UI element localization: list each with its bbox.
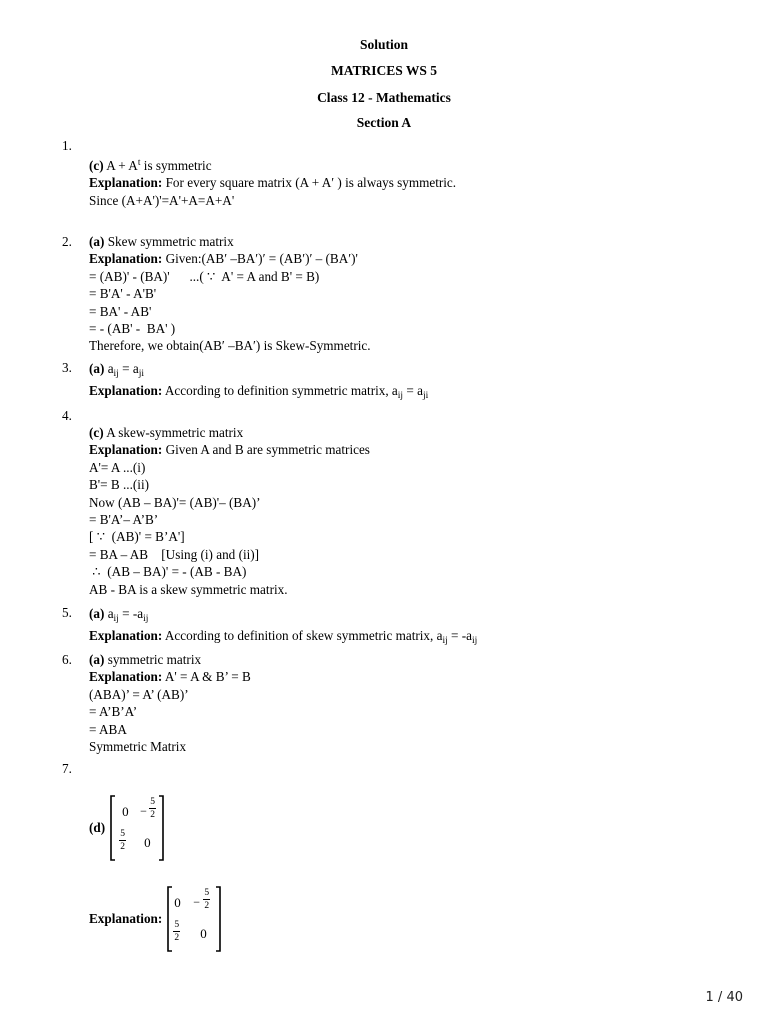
question-number: 4.: [62, 408, 72, 423]
explanation-sub: ij: [472, 636, 478, 646]
question-number: 6.: [62, 652, 72, 667]
answer-text: = -a: [118, 606, 144, 621]
answer-matrix: [109, 795, 165, 861]
fraction-bar: [119, 840, 126, 841]
answer-sub: ij: [113, 614, 119, 624]
explanation-sub: ji: [422, 391, 429, 401]
working-line: (ABA)’ = A’ (AB)’: [89, 686, 189, 702]
working-line: Since (A+A')'=A'+A=A+A': [89, 192, 235, 208]
answer-text: A + A: [103, 158, 138, 173]
working-line: = - (AB' - BA' ): [89, 320, 176, 336]
working-line: = (AB)' - (BA)' ...( ∵ A' = A and B' = B): [89, 268, 320, 284]
fraction-numerator: 5: [204, 888, 210, 898]
matrix-cell: 0: [144, 835, 151, 850]
answer-label: (c): [89, 425, 104, 440]
matrix-fraction: [149, 797, 156, 820]
question-2: [89, 233, 729, 355]
answer-label: (a): [89, 361, 105, 376]
answer-sub: ji: [138, 369, 144, 379]
explanation-matrix: [166, 886, 222, 952]
matrix-fraction: [119, 829, 126, 852]
working-line: = BA – AB [Using (i) and (ii)]: [89, 546, 260, 562]
question-number: 3.: [62, 360, 72, 375]
explanation-text: Given A and B are symmetric matrices: [162, 442, 370, 458]
question-6: [89, 651, 729, 755]
fraction-bar: [203, 899, 210, 900]
answer-label: (a): [89, 606, 105, 621]
explanation-label: Explanation:: [89, 669, 163, 685]
fraction-numerator: 5: [174, 920, 180, 930]
question-number: 2.: [62, 234, 72, 249]
answer-sup: t: [137, 158, 141, 168]
answer-sub: ij: [113, 369, 119, 379]
explanation-text: Given:(AB′ –BA′)′ = (AB′)′ – (BA′)': [162, 251, 358, 267]
answer-text: A skew-symmetric matrix: [103, 425, 244, 440]
answer-label: (c): [89, 158, 104, 173]
question-number: 7.: [62, 761, 72, 776]
explanation-sub: ij: [442, 636, 448, 646]
matrix-cell: 0: [174, 895, 181, 910]
matrix-fraction: [173, 920, 180, 943]
explanation-line: [89, 626, 729, 645]
answer-label: (d): [89, 820, 106, 835]
explanation-line: [89, 441, 729, 458]
header-subtitle: MATRICES WS 5: [330, 63, 438, 78]
answer-text: Skew symmetric matrix: [104, 234, 234, 249]
question-1: [89, 157, 729, 209]
answer-text-post: is symmetric: [140, 158, 212, 173]
working-line: AB - BA is a skew symmetric matrix.: [89, 581, 288, 597]
explanation-line: [89, 250, 729, 267]
question-number: 1.: [62, 138, 72, 153]
fraction-denominator: 2: [174, 933, 180, 943]
explanation-line: [89, 174, 729, 191]
header-class: Class 12 - Mathematics: [317, 90, 451, 105]
matrix-minus: −: [140, 804, 147, 818]
answer-sub: ij: [143, 614, 149, 624]
header-section: Section A: [356, 115, 412, 130]
answer-label: (a): [89, 234, 105, 249]
working-line: [ ∵ (AB)' = B’A']: [89, 529, 185, 545]
fraction-bar: [173, 931, 180, 932]
page-number: 1 / 40: [705, 990, 743, 1005]
matrix-fraction: [203, 888, 210, 911]
explanation-label: Explanation:: [89, 442, 163, 458]
question-3: [89, 359, 729, 400]
question-4: [89, 424, 729, 598]
answer-text: = a: [118, 361, 139, 376]
answer-line: [89, 424, 729, 441]
answer-text: a: [104, 606, 114, 621]
fraction-denominator: 2: [150, 810, 155, 820]
fraction-numerator: 5: [150, 797, 155, 807]
question-number: 5.: [62, 605, 72, 620]
answer-line: [89, 651, 729, 668]
header-title: Solution: [359, 37, 409, 52]
explanation-text: According to definition of skew symmetric matrix, a: [162, 628, 443, 643]
explanation-label: Explanation:: [89, 911, 163, 926]
explanation-label: Explanation:: [89, 251, 163, 267]
explanation-matrix-row: [89, 886, 222, 952]
matrix-brackets: [109, 795, 165, 861]
explanation-text: For every square matrix (A + A′ ) is always symmetric.: [162, 175, 457, 191]
working-line: Symmetric Matrix: [89, 738, 187, 754]
working-line: = ABA: [89, 721, 127, 737]
working-line: = B'A’– A’B’: [89, 511, 159, 527]
working-line: = A’B’A’: [89, 704, 138, 720]
answer-matrix-row: [89, 795, 165, 861]
matrix-cell: 0: [122, 804, 129, 819]
explanation-line: [89, 381, 729, 400]
answer-line: [89, 604, 729, 623]
question-5: [89, 604, 729, 645]
matrix-minus: −: [193, 895, 201, 909]
answer-label: (a): [89, 652, 105, 667]
working-line: A'= A ...(i): [89, 459, 146, 475]
explanation-text: A' = A & B’ = B: [162, 669, 251, 685]
working-line: Therefore, we obtain(AB′ –BA′) is Skew-Symmetric.: [89, 338, 371, 354]
working-line: = BA' - AB': [89, 303, 152, 319]
explanation-sub: ij: [397, 391, 404, 401]
answer-text: a: [104, 361, 114, 376]
explanation-line: [89, 668, 729, 685]
working-line: Now (AB – BA)'= (AB)'– (BA)’: [89, 494, 261, 510]
explanation-text: = -a: [447, 628, 473, 643]
explanation-text: According to definition symmetric matrix, a: [162, 383, 398, 398]
fraction-bar: [149, 808, 156, 809]
answer-line: [89, 359, 729, 378]
answer-line: [89, 157, 729, 174]
explanation-label: Explanation:: [89, 383, 163, 398]
explanation-label: Explanation:: [89, 175, 163, 191]
fraction-denominator: 2: [204, 901, 210, 911]
answer-line: [89, 233, 729, 250]
explanation-text: = a: [403, 383, 423, 398]
fraction-denominator: 2: [120, 842, 125, 852]
explanation-label: Explanation:: [89, 628, 163, 643]
working-line: ∴ (AB – BA)' = - (AB - BA): [89, 564, 247, 580]
working-line: B'= B ...(ii): [89, 477, 150, 493]
fraction-numerator: 5: [120, 829, 125, 839]
working-line: = B'A' - A'B': [89, 286, 157, 302]
matrix-cell: 0: [200, 926, 207, 941]
answer-text: symmetric matrix: [104, 652, 202, 667]
